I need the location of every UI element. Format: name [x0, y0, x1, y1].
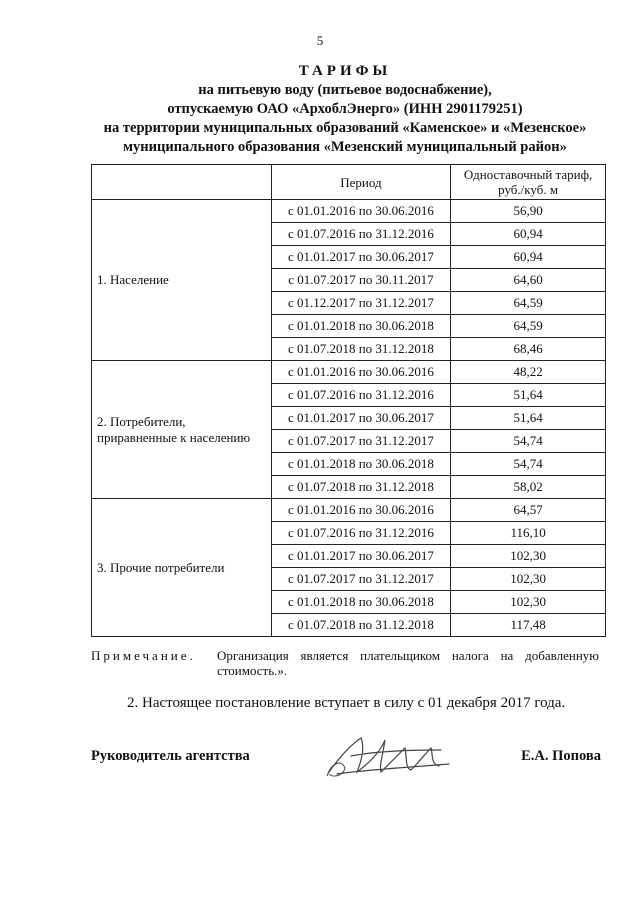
- period-cell: с 01.12.2017 по 31.12.2017: [271, 292, 451, 315]
- period-cell: с 01.07.2017 по 31.12.2017: [271, 568, 451, 591]
- tariff-cell: 102,30: [451, 591, 606, 614]
- title-line-4: на территории муниципальных образований «Каменское» и «Мезенское»: [103, 120, 587, 136]
- period-cell: с 01.01.2018 по 30.06.2018: [271, 453, 451, 476]
- period-cell: с 01.01.2018 по 30.06.2018: [271, 315, 451, 338]
- signatory-name: Е.А. Попова: [521, 748, 601, 764]
- tariff-cell: 58,02: [451, 476, 606, 499]
- period-cell: с 01.01.2017 по 30.06.2017: [271, 545, 451, 568]
- effective-date-clause: 2. Настоящее постановление вступает в силу с 01 декабря 2017 года.: [127, 695, 566, 711]
- tariff-header-line1: Одноставочный тариф,: [463, 167, 593, 182]
- page-number: 5: [316, 33, 324, 48]
- note-label: Примечание.: [91, 648, 196, 663]
- title-line-5: муниципального образования «Мезенский муниципальный район»: [123, 139, 567, 155]
- title-line-3: отпускаемую ОАО «АрхоблЭнерго» (ИНН 2901179251): [167, 101, 523, 117]
- period-cell: с 01.07.2017 по 30.11.2017: [271, 269, 451, 292]
- group-label-line1: 1. Население: [97, 272, 169, 287]
- group-label-line1: 2. Потребители,: [97, 413, 186, 429]
- tariff-cell: 51,64: [451, 384, 606, 407]
- handwritten-signature: [321, 728, 461, 788]
- tariff-header-line2: руб./куб. м: [498, 182, 559, 197]
- tariff-cell: 64,60: [451, 269, 606, 292]
- period-cell: с 01.07.2016 по 31.12.2016: [271, 384, 451, 407]
- period-cell: с 01.01.2017 по 30.06.2017: [271, 407, 451, 430]
- period-cell: с 01.07.2018 по 31.12.2018: [271, 338, 451, 361]
- group-label-line2: приравненные к населению: [97, 429, 251, 445]
- period-cell: с 01.07.2018 по 31.12.2018: [271, 614, 451, 637]
- tariff-cell: 56,90: [451, 200, 606, 223]
- signature-block: [91, 748, 601, 778]
- tariff-cell: 68,46: [451, 338, 606, 361]
- note-text: Организация является плательщиком налога на добавленную стоимость.».: [217, 648, 599, 678]
- group-label-population: [92, 200, 272, 361]
- title-line-2: на питьевую воду (питьевое водоснабжение),: [198, 82, 492, 98]
- tariff-cell: 117,48: [451, 614, 606, 637]
- tariff-cell: 64,57: [451, 499, 606, 522]
- tariffs-table: [91, 164, 606, 637]
- table-row: [92, 499, 606, 522]
- tariff-cell: 51,64: [451, 407, 606, 430]
- table-row: [92, 200, 606, 223]
- period-cell: с 01.07.2016 по 31.12.2016: [271, 223, 451, 246]
- period-cell: с 01.01.2017 по 30.06.2017: [271, 246, 451, 269]
- tariff-header: [451, 165, 606, 200]
- period-cell: с 01.07.2017 по 31.12.2017: [271, 430, 451, 453]
- tariff-cell: 102,30: [451, 568, 606, 591]
- table-row: [92, 361, 606, 384]
- period-cell: с 01.07.2016 по 31.12.2016: [271, 522, 451, 545]
- period-cell: с 01.01.2016 по 30.06.2016: [271, 200, 451, 223]
- tariff-cell: 116,10: [451, 522, 606, 545]
- table-header-row: [92, 165, 606, 200]
- period-cell: с 01.07.2018 по 31.12.2018: [271, 476, 451, 499]
- period-cell: с 01.01.2018 по 30.06.2018: [271, 591, 451, 614]
- tariff-cell: 54,74: [451, 430, 606, 453]
- group-label-other-consumers: [92, 499, 272, 637]
- tariff-cell: 102,30: [451, 545, 606, 568]
- tariff-cell: 54,74: [451, 453, 606, 476]
- title-main: ТАРИФЫ: [298, 63, 392, 79]
- document-title: [70, 62, 620, 157]
- tariff-cell: 60,94: [451, 223, 606, 246]
- period-header: Период: [271, 165, 451, 200]
- period-cell: с 01.01.2016 по 30.06.2016: [271, 361, 451, 384]
- period-cell: с 01.01.2016 по 30.06.2016: [271, 499, 451, 522]
- tariff-cell: 64,59: [451, 292, 606, 315]
- signature-label: Руководитель агентства: [91, 748, 250, 764]
- tariff-cell: 48,22: [451, 361, 606, 384]
- tariff-cell: 64,59: [451, 315, 606, 338]
- tariff-cell: 60,94: [451, 246, 606, 269]
- group-label-line1: 3. Прочие потребители: [97, 559, 225, 575]
- group-label-equivalent-consumers: [92, 361, 272, 499]
- group-header: [92, 165, 272, 200]
